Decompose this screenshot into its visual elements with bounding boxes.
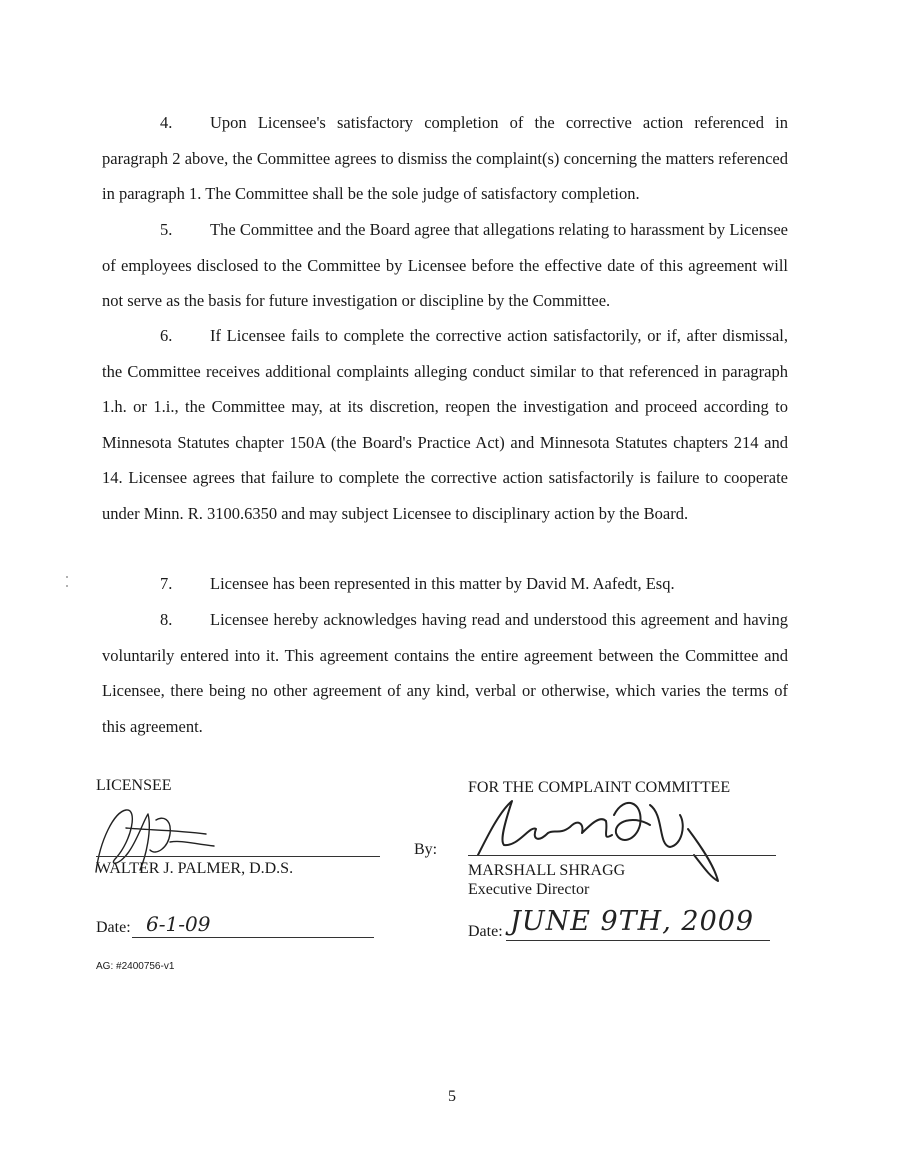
committee-date-label: Date: xyxy=(468,923,503,940)
paragraph-text: The Committee and the Board agree that allegations relating to harassment by Licensee of employees disclosed to the Committee by Licensee before the effective date of this agreement will not serve as the basis for future investigation or discipline by the Committee. xyxy=(102,220,788,310)
paragraph-text: Licensee hereby acknowledges having read and understood this agreement and having voluntarily entered into it. This agreement contains the entire agreement between the Committee and Licensee, there being no other agreement of any kind, verbal or otherwise, which varies the terms of this agreement. xyxy=(102,610,788,736)
committee-name: MARSHALL SHRAGG xyxy=(468,862,626,879)
committee-title: Executive Director xyxy=(468,881,590,898)
licensee-name: WALTER J. PALMER, D.D.S. xyxy=(96,860,294,877)
paragraph-4 xyxy=(102,105,788,212)
paragraph-6 xyxy=(102,318,788,531)
paragraph-number: 8. xyxy=(160,610,173,629)
paragraph-7 xyxy=(102,566,788,602)
committee-date-line xyxy=(506,940,770,941)
scan-speck xyxy=(66,576,68,578)
by-label: By: xyxy=(414,841,438,858)
paragraph-8 xyxy=(102,602,788,744)
paragraph-text: If Licensee fails to complete the corrective action satisfactorily, or if, after dismissal, the Committee receives additional complaints alleging conduct similar to that referenced in paragraph 1.h. or 1.i., the Committee may, at its discretion, reopen the investigation and proceed according to Minnesota Statutes chapter 150A (the Board's Practice Act) and Minnesota Statutes chapters 214 and 14. Licensee agrees that failure to complete the corrective action satisfactorily is failure to cooperate under Minn. R. 3100.6350 and may subject Licensee to disciplinary action by the Board. xyxy=(102,326,788,523)
licensee-heading: LICENSEE xyxy=(96,777,172,794)
committee-date-handwritten: JUNE 9TH, 2009 xyxy=(510,906,755,937)
paragraph-text: Licensee has been represented in this matter by David M. Aafedt, Esq. xyxy=(210,574,675,593)
paragraph-text: Upon Licensee's satisfactory completion of the corrective action referenced in paragraph 2 above, the Committee agrees to dismiss the complaint(s) concerning the matters referenced in paragraph 1. The Committee shall be the sole judge of satisfactory completion. xyxy=(102,113,788,203)
paragraph-number: 5. xyxy=(160,220,173,239)
licensee-date-label: Date: xyxy=(96,919,131,936)
paragraph-5 xyxy=(102,212,788,319)
document-code: AG: #2400756-v1 xyxy=(96,961,175,972)
committee-signature-line xyxy=(468,855,776,856)
paragraph-number: 6. xyxy=(160,326,173,345)
scan-speck xyxy=(66,585,68,587)
licensee-date-line xyxy=(132,937,374,938)
licensee-date-handwritten: 6-1-09 xyxy=(146,912,211,936)
committee-heading: FOR THE COMPLAINT COMMITTEE xyxy=(468,779,731,796)
page-number: 5 xyxy=(448,1088,456,1105)
licensee-signature-line xyxy=(96,856,380,857)
paragraph-number: 7. xyxy=(160,574,173,593)
paragraph-number: 4. xyxy=(160,113,173,132)
